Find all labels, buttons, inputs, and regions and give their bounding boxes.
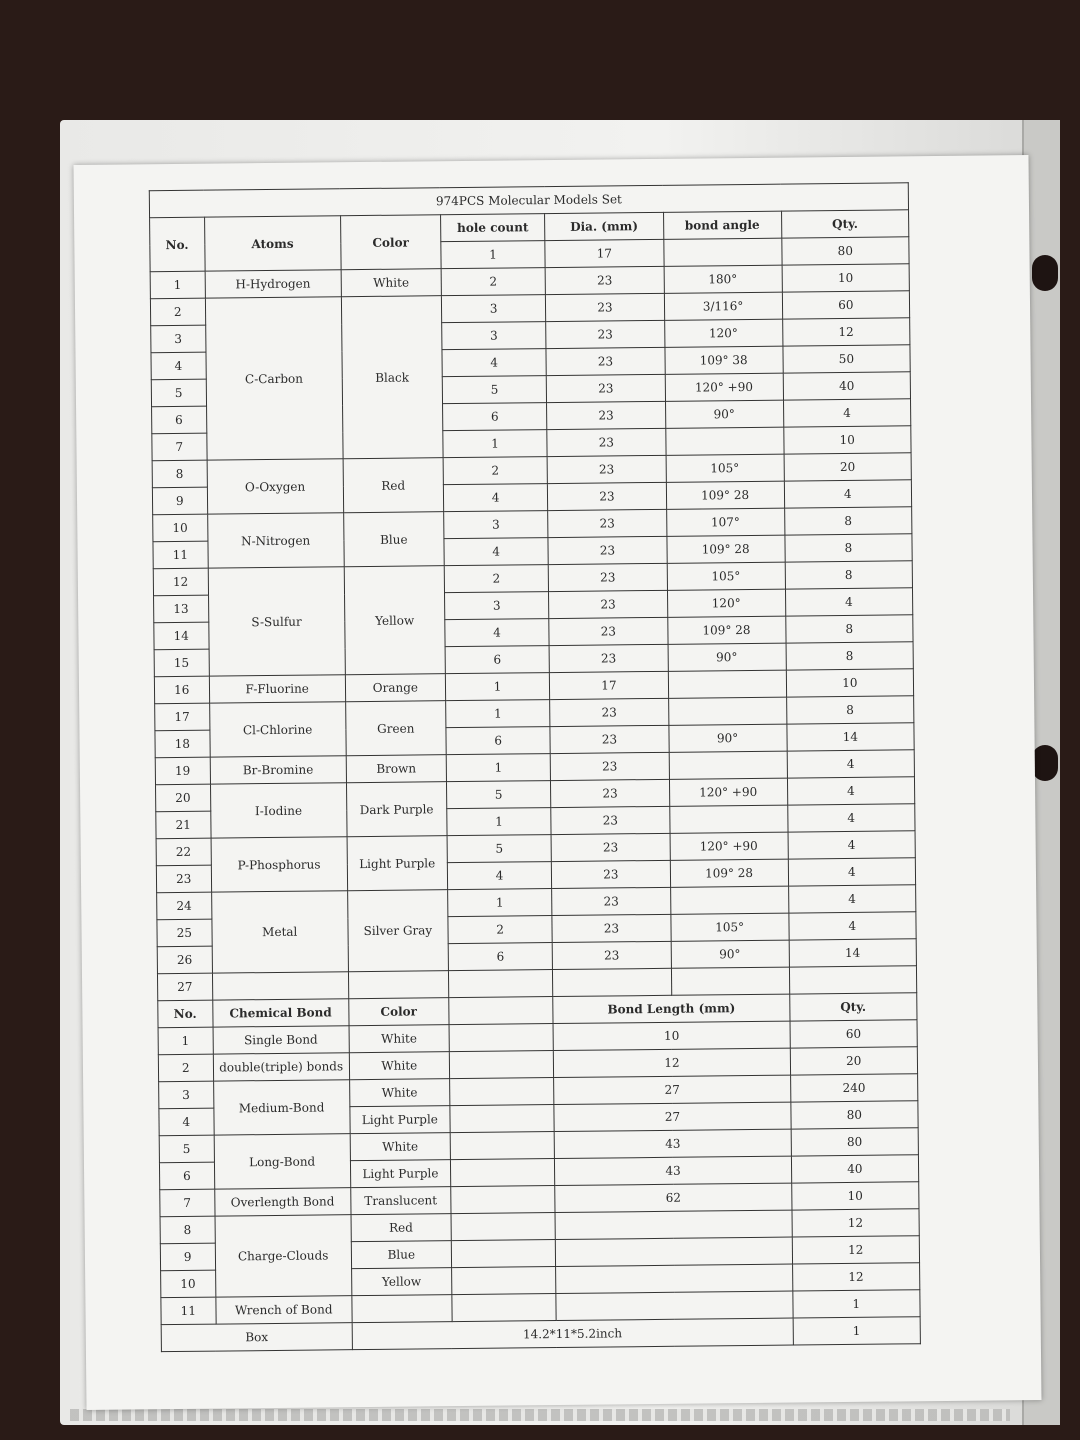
hole-count: 5 xyxy=(446,781,551,809)
hole-count: 5 xyxy=(442,376,547,404)
diameter: 23 xyxy=(546,320,664,348)
quantity: 14 xyxy=(787,723,915,751)
hole-count: 1 xyxy=(445,700,550,728)
row-number: 5 xyxy=(159,1135,214,1163)
quantity: 80 xyxy=(791,1128,919,1156)
bond-name: Overlength Bond xyxy=(214,1188,351,1216)
quantity: 12 xyxy=(782,318,910,346)
hole-count: 5 xyxy=(447,835,552,863)
header-color: Color xyxy=(349,998,449,1026)
blank-cell xyxy=(449,1051,554,1079)
row-number: 26 xyxy=(157,946,212,974)
row-number: 27 xyxy=(157,973,212,1001)
row-number: 12 xyxy=(153,568,208,596)
quantity: 4 xyxy=(789,912,917,940)
hole-count: 1 xyxy=(447,808,552,836)
bond-angle xyxy=(668,670,786,698)
hole-count: 1 xyxy=(443,430,548,458)
header-qty: Qty. xyxy=(781,210,909,238)
bond-length: 27 xyxy=(554,1102,791,1131)
diameter: 23 xyxy=(553,941,671,969)
hole-count: 2 xyxy=(448,916,553,944)
bond-name: Medium-Bond xyxy=(213,1080,350,1135)
diameter: 23 xyxy=(552,914,670,942)
row-number: 14 xyxy=(154,622,209,650)
bond-color: Light Purple xyxy=(350,1160,450,1188)
bond-length xyxy=(556,1291,793,1320)
atom-name: C-Carbon xyxy=(205,297,343,460)
atom-color xyxy=(348,971,448,999)
hole-count: 1 xyxy=(447,889,552,917)
row-number: 18 xyxy=(155,730,210,758)
hole-count: 3 xyxy=(441,295,546,323)
quantity: 8 xyxy=(784,507,912,535)
header-color: Color xyxy=(340,215,441,270)
diameter: 23 xyxy=(545,266,663,294)
row-number: 10 xyxy=(161,1270,216,1298)
diameter: 23 xyxy=(550,725,668,753)
atom-name: Br-Bromine xyxy=(210,756,347,784)
quantity: 4 xyxy=(788,885,916,913)
quantity: 4 xyxy=(784,480,912,508)
quantity: 20 xyxy=(790,1047,918,1075)
diameter: 23 xyxy=(548,482,666,510)
row-number: 23 xyxy=(156,865,211,893)
binder-hole xyxy=(1032,745,1058,781)
bond-angle: 109° 28 xyxy=(667,616,785,644)
row-number: 3 xyxy=(151,325,206,353)
bond-color: Yellow xyxy=(351,1268,451,1296)
bond-angle xyxy=(669,805,787,833)
quantity: 8 xyxy=(785,615,913,643)
blank-cell xyxy=(450,1132,555,1160)
diameter: 23 xyxy=(549,617,667,645)
diameter: 23 xyxy=(552,860,670,888)
bond-angle: 90° xyxy=(671,940,789,968)
diameter: 23 xyxy=(550,698,668,726)
diameter: 23 xyxy=(547,428,665,456)
diameter: 23 xyxy=(547,374,665,402)
hole-count: 6 xyxy=(442,403,547,431)
bond-angle: 90° xyxy=(668,643,786,671)
row-number: 9 xyxy=(152,487,207,515)
quantity: 1 xyxy=(792,1290,920,1318)
parts-list-sheet xyxy=(74,155,1042,1410)
diameter: 23 xyxy=(551,833,669,861)
atom-color: Light Purple xyxy=(347,836,448,891)
bond-name: Charge-Clouds xyxy=(215,1215,352,1297)
quantity: 4 xyxy=(787,777,915,805)
hole-count: 1 xyxy=(445,673,550,701)
diameter: 23 xyxy=(552,887,670,915)
header-no: No. xyxy=(158,1000,213,1028)
blank-cell xyxy=(451,1213,556,1241)
atom-color: Yellow xyxy=(344,566,445,675)
atom-name: O-Oxygen xyxy=(207,459,344,514)
row-number: 1 xyxy=(150,271,205,299)
molecular-models-table xyxy=(149,182,921,1352)
bond-angle xyxy=(669,751,787,779)
hole-count: 4 xyxy=(442,349,547,377)
bond-color: Translucent xyxy=(351,1187,451,1215)
atom-color: Red xyxy=(343,458,444,513)
row-number: 20 xyxy=(156,784,211,812)
diameter: 23 xyxy=(549,563,667,591)
atom-name: I-Iodine xyxy=(210,783,347,838)
bond-length: 43 xyxy=(555,1156,792,1185)
atom-color: Green xyxy=(346,701,447,756)
bond-angle xyxy=(665,427,783,455)
row-number: 7 xyxy=(160,1189,215,1217)
row-number: 5 xyxy=(151,379,206,407)
quantity: 8 xyxy=(785,534,913,562)
quantity: 80 xyxy=(781,237,909,265)
bond-length: 62 xyxy=(555,1183,792,1212)
hole-count: 3 xyxy=(442,322,547,350)
hole-count: 4 xyxy=(444,538,549,566)
atom-name xyxy=(212,972,349,1000)
sleeve-perforation-strip xyxy=(70,1409,1010,1421)
diameter: 23 xyxy=(551,806,669,834)
diameter xyxy=(553,968,671,996)
row-number: 3 xyxy=(159,1081,214,1109)
atom-color: Brown xyxy=(346,755,446,783)
bond-color xyxy=(352,1295,452,1323)
bond-name: Long-Bond xyxy=(214,1134,351,1189)
hole-count: 1 xyxy=(441,241,546,269)
bond-angle xyxy=(663,238,781,266)
bond-angle: 120° xyxy=(664,319,782,347)
hole-count: 4 xyxy=(443,484,548,512)
hole-count: 1 xyxy=(446,754,551,782)
bond-angle: 109° 28 xyxy=(666,535,784,563)
diameter: 23 xyxy=(547,455,665,483)
table-title: 974PCS Molecular Models Set xyxy=(149,183,908,218)
quantity: 4 xyxy=(787,804,915,832)
row-number: 16 xyxy=(154,676,209,704)
quantity: 10 xyxy=(786,669,914,697)
bond-angle xyxy=(671,967,789,995)
bond-angle: 109° 38 xyxy=(664,346,782,374)
bond-length xyxy=(555,1210,792,1239)
diameter: 17 xyxy=(545,239,663,267)
atom-color: Black xyxy=(341,296,443,459)
bond-angle: 90° xyxy=(665,400,783,428)
header-blank xyxy=(449,997,554,1025)
row-number: 25 xyxy=(157,919,212,947)
blank-cell xyxy=(449,1078,554,1106)
box-qty: 1 xyxy=(793,1317,921,1345)
row-number: 10 xyxy=(153,514,208,542)
bond-angle: 109° 28 xyxy=(666,481,784,509)
diameter: 23 xyxy=(547,401,665,429)
blank-cell xyxy=(451,1186,556,1214)
quantity: 240 xyxy=(790,1074,918,1102)
quantity: 4 xyxy=(788,831,916,859)
quantity: 8 xyxy=(785,561,913,589)
quantity: 10 xyxy=(791,1182,919,1210)
row-number: 21 xyxy=(156,811,211,839)
hole-count: 2 xyxy=(441,268,546,296)
hole-count: 2 xyxy=(443,457,548,485)
header-bond-angle: bond angle xyxy=(663,211,781,239)
quantity: 12 xyxy=(792,1209,920,1237)
row-number: 17 xyxy=(155,703,210,731)
bond-angle: 105° xyxy=(667,562,785,590)
row-number: 8 xyxy=(160,1216,215,1244)
bond-angle: 180° xyxy=(664,265,782,293)
bond-angle: 120° +90 xyxy=(665,373,783,401)
row-number: 19 xyxy=(155,757,210,785)
diameter: 23 xyxy=(546,293,664,321)
row-number: 2 xyxy=(158,1054,213,1082)
bond-length: 43 xyxy=(554,1129,791,1158)
row-number: 6 xyxy=(152,406,207,434)
bond-angle: 120° +90 xyxy=(670,832,788,860)
diameter: 23 xyxy=(549,590,667,618)
quantity: 10 xyxy=(782,264,910,292)
header-qty: Qty. xyxy=(789,993,917,1021)
header-bond-length: Bond Length (mm) xyxy=(553,994,790,1023)
diameter: 23 xyxy=(546,347,664,375)
bond-angle: 109° 28 xyxy=(670,859,788,887)
bond-name: Single Bond xyxy=(213,1026,350,1054)
row-number: 1 xyxy=(158,1027,213,1055)
blank-cell xyxy=(449,1024,554,1052)
row-number: 4 xyxy=(159,1108,214,1136)
row-number: 11 xyxy=(161,1297,216,1325)
box-size: 14.2*11*5.2inch xyxy=(352,1318,793,1350)
diameter: 23 xyxy=(548,536,666,564)
quantity: 10 xyxy=(783,426,911,454)
quantity: 40 xyxy=(783,372,911,400)
bond-length xyxy=(556,1237,793,1266)
header-atoms: Atoms xyxy=(204,216,341,271)
blank-cell xyxy=(452,1294,557,1322)
hole-count: 3 xyxy=(443,511,548,539)
bond-angle: 120° xyxy=(667,589,785,617)
atom-name: H-Hydrogen xyxy=(205,270,342,298)
diameter: 23 xyxy=(551,752,669,780)
quantity: 4 xyxy=(785,588,913,616)
table-body xyxy=(149,183,920,1352)
bond-angle xyxy=(668,697,786,725)
quantity: 4 xyxy=(788,858,916,886)
atom-color: Silver Gray xyxy=(347,890,448,972)
blank-cell xyxy=(450,1159,555,1187)
quantity: 12 xyxy=(792,1236,920,1264)
hole-count: 3 xyxy=(444,592,549,620)
quantity: 8 xyxy=(786,642,914,670)
quantity xyxy=(789,966,917,994)
bond-color: White xyxy=(349,1052,449,1080)
row-number: 13 xyxy=(154,595,209,623)
atom-color: Orange xyxy=(345,674,445,702)
bond-name: Wrench of Bond xyxy=(215,1296,352,1324)
bond-color: White xyxy=(349,1079,449,1107)
row-number: 9 xyxy=(160,1243,215,1271)
quantity: 4 xyxy=(783,399,911,427)
row-number: 22 xyxy=(156,838,211,866)
quantity: 8 xyxy=(786,696,914,724)
header-no: No. xyxy=(150,217,205,272)
blank-cell xyxy=(451,1240,556,1268)
quantity: 4 xyxy=(787,750,915,778)
header-hole-count: hole count xyxy=(440,214,545,242)
row-number: 24 xyxy=(157,892,212,920)
bond-color: White xyxy=(350,1133,450,1161)
bond-color: White xyxy=(349,1025,449,1053)
atom-name: N-Nitrogen xyxy=(207,513,344,568)
atom-name: Cl-Chlorine xyxy=(209,702,346,757)
quantity: 40 xyxy=(791,1155,919,1183)
quantity: 60 xyxy=(782,291,910,319)
quantity: 20 xyxy=(784,453,912,481)
binder-hole xyxy=(1032,255,1058,291)
quantity: 14 xyxy=(789,939,917,967)
quantity: 12 xyxy=(792,1263,920,1291)
atom-name: S-Sulfur xyxy=(208,567,345,676)
row-number: 7 xyxy=(152,433,207,461)
atom-name: Metal xyxy=(211,891,348,973)
bond-angle: 90° xyxy=(668,724,786,752)
header-chemical-bond: Chemical Bond xyxy=(212,999,349,1027)
quantity: 80 xyxy=(791,1101,919,1129)
row-number: 6 xyxy=(159,1162,214,1190)
quantity: 50 xyxy=(783,345,911,373)
bond-angle: 120° +90 xyxy=(669,778,787,806)
bond-angle: 105° xyxy=(670,913,788,941)
bond-name: double(triple) bonds xyxy=(213,1053,350,1081)
atom-color: Dark Purple xyxy=(346,782,447,837)
diameter: 23 xyxy=(548,509,666,537)
bond-angle: 3/116° xyxy=(664,292,782,320)
hole-count: 4 xyxy=(445,619,550,647)
hole-count: 2 xyxy=(444,565,549,593)
row-number: 4 xyxy=(151,352,206,380)
bond-color: Blue xyxy=(351,1241,451,1269)
diameter: 23 xyxy=(551,779,669,807)
hole-count: 6 xyxy=(448,943,553,971)
diameter: 17 xyxy=(550,671,668,699)
row-number: 11 xyxy=(153,541,208,569)
bond-length: 10 xyxy=(553,1021,790,1050)
row-number: 8 xyxy=(152,460,207,488)
bond-angle: 105° xyxy=(666,454,784,482)
bond-color: Red xyxy=(351,1214,451,1242)
atom-color: White xyxy=(341,269,441,297)
quantity: 60 xyxy=(790,1020,918,1048)
row-number: 2 xyxy=(150,298,205,326)
bond-angle xyxy=(670,886,788,914)
hole-count xyxy=(448,970,553,998)
bond-length: 12 xyxy=(554,1048,791,1077)
hole-count: 6 xyxy=(445,646,550,674)
row-number: 15 xyxy=(154,649,209,677)
blank-cell xyxy=(450,1105,555,1133)
blank-cell xyxy=(451,1267,556,1295)
header-dia: Dia. (mm) xyxy=(545,212,663,240)
diameter: 23 xyxy=(549,644,667,672)
hole-count: 6 xyxy=(446,727,551,755)
bond-color: Light Purple xyxy=(350,1106,450,1134)
bond-length: 27 xyxy=(554,1075,791,1104)
atom-name: P-Phosphorus xyxy=(211,837,348,892)
bond-length xyxy=(556,1264,793,1293)
bond-angle: 107° xyxy=(666,508,784,536)
atom-name: F-Fluorine xyxy=(209,675,346,703)
atom-color: Blue xyxy=(344,512,445,567)
box-label: Box xyxy=(161,1323,352,1352)
hole-count: 4 xyxy=(447,862,552,890)
